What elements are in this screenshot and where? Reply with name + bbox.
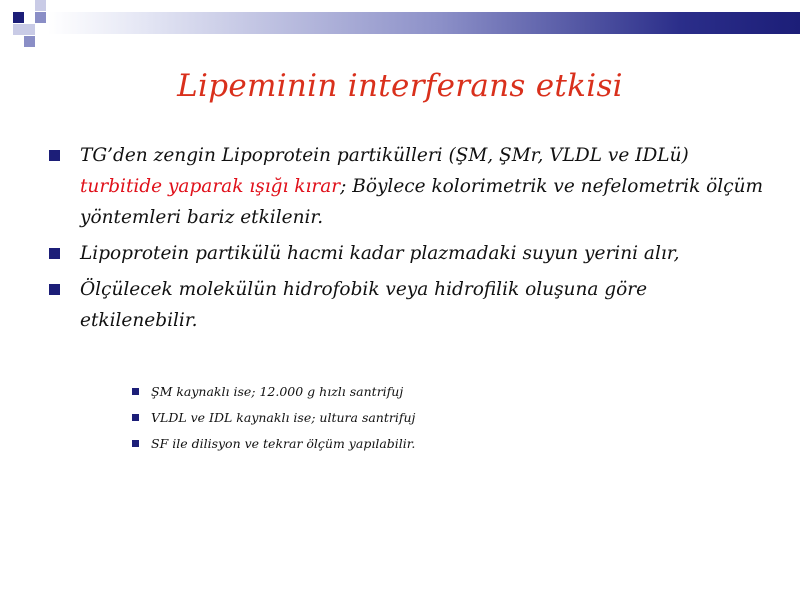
decorative-square [24, 36, 35, 47]
decorative-header-band [0, 12, 800, 34]
decorative-square [13, 24, 24, 35]
bullet-square-icon [49, 248, 60, 259]
bullet-list [48, 140, 768, 341]
bullet-text: Ölçülecek molekülün hidrofobik veya hidrofilik oluşuna göre etkilenebilir. [80, 279, 648, 331]
bullet-item [48, 238, 768, 269]
sub-bullet-item [132, 436, 692, 452]
sub-bullet-text: SF ile dilisyon ve tekrar ölçüm yapılabilir. [151, 436, 416, 451]
bullet-item [48, 140, 768, 233]
bullet-text: Lipoprotein partikülü hacmi kadar plazmadaki suyun yerini alır, [80, 243, 680, 264]
slide-title: Lipeminin interferans etkisi [177, 68, 623, 104]
bullet-square-icon [49, 150, 60, 161]
decorative-square [24, 24, 35, 35]
sub-bullet-square-icon [132, 388, 139, 395]
sub-bullet-square-icon [132, 414, 139, 421]
sub-bullet-square-icon [132, 440, 139, 447]
decorative-square [35, 0, 46, 11]
sub-bullet-text: VLDL ve IDL kaynaklı ise; ultura santrifuj [151, 410, 416, 425]
bullet-text: TG’den zengin Lipoprotein partikülleri (ŞM, ŞMr, VLDL ve IDLü) [80, 145, 689, 166]
sub-bullet-item [132, 384, 692, 400]
sub-bullet-text: ŞM kaynaklı ise; 12.000 g hızlı santrifuj [151, 384, 404, 399]
bullet-item [48, 274, 768, 336]
decorative-square [35, 12, 46, 23]
sub-bullet-list [132, 384, 692, 462]
bullet-square-icon [49, 284, 60, 295]
bullet-text: ; Böylece kolorimetrik ve nefelometrik ölçüm yöntemleri bariz etkilenir. [80, 176, 764, 228]
decorative-square [13, 12, 24, 23]
sub-bullet-item [132, 410, 692, 426]
highlighted-text: turbitide yaparak ışığı kırar [80, 176, 341, 197]
